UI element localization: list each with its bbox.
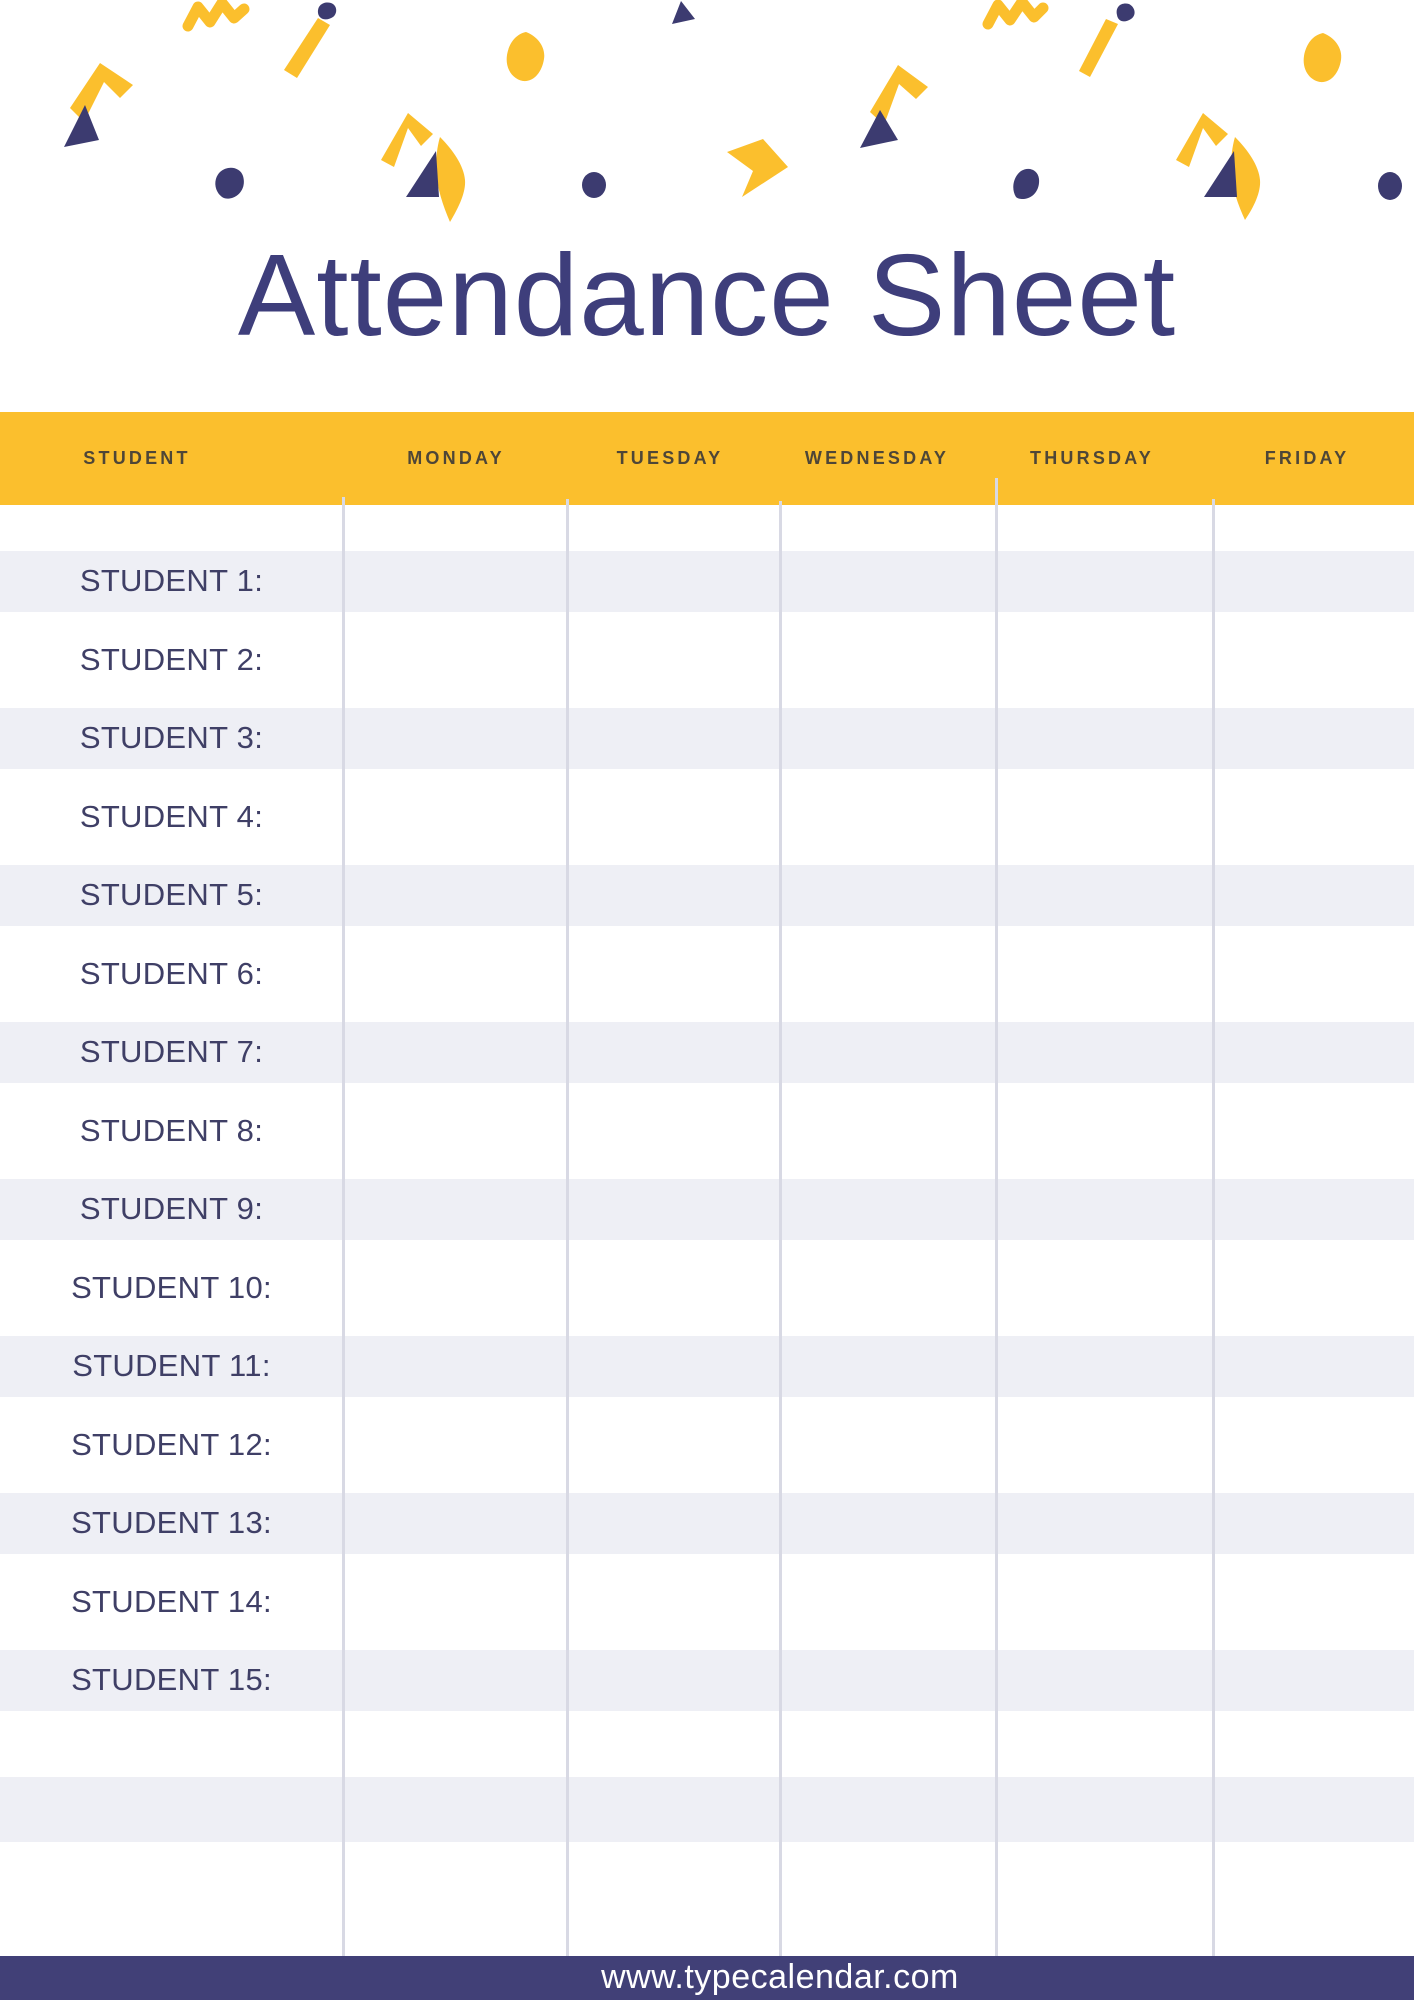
- confetti-slash-icon: [1079, 19, 1118, 77]
- student-name-label: STUDENT 3:: [79, 720, 264, 756]
- student-name-cell[interactable]: [0, 856, 343, 935]
- attendance-cell[interactable]: [1213, 935, 1414, 1014]
- attendance-cell[interactable]: [780, 1777, 996, 1842]
- confetti-banner: [0, 0, 1414, 240]
- attendance-cell[interactable]: [567, 1327, 780, 1406]
- student-name-label: STUDENT 8:: [79, 1112, 264, 1148]
- attendance-cell[interactable]: [780, 1013, 996, 1092]
- table-row: [0, 1092, 1414, 1171]
- attendance-cell[interactable]: [1213, 1170, 1414, 1249]
- attendance-cell[interactable]: [1213, 1327, 1414, 1406]
- confetti-teardrop-icon: [1117, 3, 1135, 21]
- attendance-cell[interactable]: [1213, 778, 1414, 857]
- attendance-cell[interactable]: [1213, 1641, 1414, 1720]
- attendance-cell[interactable]: [343, 1777, 567, 1842]
- attendance-cell[interactable]: [780, 699, 996, 778]
- student-name-cell[interactable]: [0, 1777, 343, 1842]
- attendance-cell[interactable]: [780, 935, 996, 1014]
- confetti-pencil-blade-icon: [436, 137, 465, 222]
- attendance-cell[interactable]: [1213, 1777, 1414, 1842]
- attendance-cell[interactable]: [343, 1092, 567, 1171]
- table-row: [0, 1170, 1414, 1249]
- attendance-cell[interactable]: [1213, 856, 1414, 935]
- table-header-row: [0, 412, 1414, 505]
- attendance-cell[interactable]: [996, 1170, 1213, 1249]
- column-header-friday: FRIDAY: [1264, 448, 1350, 468]
- attendance-cell[interactable]: [1213, 1092, 1414, 1171]
- confetti-diamond-icon: [1304, 33, 1342, 82]
- column-header-monday: MONDAY: [407, 448, 505, 468]
- confetti-pencil-triangle-icon: [1204, 151, 1237, 197]
- confetti-dot-icon: [1378, 172, 1402, 200]
- student-name-cell[interactable]: [0, 1641, 343, 1720]
- table-row: [0, 1406, 1414, 1485]
- student-name-cell[interactable]: [0, 621, 343, 700]
- attendance-cell[interactable]: [567, 1777, 780, 1842]
- student-name-cell[interactable]: [0, 1170, 343, 1249]
- attendance-cell[interactable]: [343, 1563, 567, 1642]
- attendance-cell[interactable]: [780, 1170, 996, 1249]
- column-divider: [342, 497, 345, 1956]
- attendance-cell[interactable]: [343, 935, 567, 1014]
- attendance-cell[interactable]: [567, 935, 780, 1014]
- column-header-tuesday: TUESDAY: [616, 448, 724, 468]
- attendance-cell[interactable]: [343, 1249, 567, 1328]
- attendance-cell[interactable]: [343, 856, 567, 935]
- attendance-cell[interactable]: [567, 621, 780, 700]
- attendance-cell[interactable]: [780, 1719, 996, 1777]
- table-row: [0, 1484, 1414, 1563]
- attendance-cell[interactable]: [1213, 542, 1414, 621]
- footer-url[interactable]: www.typecalendar.com: [601, 1958, 959, 1996]
- attendance-cell[interactable]: [1213, 1249, 1414, 1328]
- student-name-label: STUDENT 2:: [79, 641, 264, 677]
- confetti-pencil-triangle-icon: [406, 151, 439, 197]
- attendance-cell[interactable]: [996, 935, 1213, 1014]
- attendance-cell[interactable]: [780, 621, 996, 700]
- column-divider: [779, 501, 782, 1956]
- student-name-cell[interactable]: [0, 1249, 343, 1328]
- student-name-label: STUDENT 7:: [79, 1034, 264, 1070]
- confetti-dot-icon: [582, 172, 606, 198]
- student-name-cell[interactable]: [0, 778, 343, 857]
- attendance-cell[interactable]: [780, 1563, 996, 1642]
- table-row: [0, 1327, 1414, 1406]
- student-name-label: STUDENT 13:: [71, 1505, 272, 1541]
- table-row: [0, 621, 1414, 700]
- student-name-label: STUDENT 11:: [72, 1348, 271, 1384]
- attendance-cell[interactable]: [996, 1777, 1213, 1842]
- student-name-cell[interactable]: [0, 1327, 343, 1406]
- attendance-cell[interactable]: [996, 1484, 1213, 1563]
- student-name-label: STUDENT 6:: [79, 955, 264, 991]
- attendance-cell[interactable]: [996, 1641, 1213, 1720]
- attendance-cell[interactable]: [343, 621, 567, 700]
- attendance-cell[interactable]: [343, 699, 567, 778]
- student-name-label: STUDENT 14:: [71, 1583, 272, 1619]
- attendance-cell[interactable]: [780, 778, 996, 857]
- attendance-cell[interactable]: [567, 1013, 780, 1092]
- attendance-cell[interactable]: [996, 1842, 1213, 1955]
- attendance-cell[interactable]: [567, 778, 780, 857]
- confetti-arrow-right-icon: [727, 139, 788, 197]
- attendance-cell[interactable]: [1213, 1842, 1414, 1955]
- table-row: [0, 778, 1414, 857]
- confetti-zigzag-icon: [988, 2, 1043, 24]
- attendance-cell[interactable]: [567, 1406, 780, 1485]
- student-name-cell[interactable]: [0, 1719, 343, 1777]
- student-name-cell[interactable]: [0, 1842, 343, 1955]
- table-row: [0, 1013, 1414, 1092]
- student-name-cell[interactable]: [0, 1484, 343, 1563]
- attendance-cell[interactable]: [780, 1641, 996, 1720]
- confetti-teardrop-icon: [318, 2, 336, 19]
- attendance-cell[interactable]: [996, 1013, 1213, 1092]
- confetti-teardrop-icon: [215, 168, 244, 199]
- column-divider: [1212, 499, 1215, 1956]
- attendance-cell[interactable]: [567, 1842, 780, 1955]
- attendance-cell[interactable]: [343, 1327, 567, 1406]
- attendance-cell[interactable]: [567, 1170, 780, 1249]
- student-name-label: STUDENT 5:: [79, 877, 264, 913]
- attendance-cell[interactable]: [1213, 1406, 1414, 1485]
- confetti-diamond-icon: [507, 32, 545, 81]
- empty-row: [0, 1719, 1414, 1777]
- attendance-cell[interactable]: [780, 1406, 996, 1485]
- attendance-cell[interactable]: [996, 542, 1213, 621]
- attendance-cell[interactable]: [780, 1249, 996, 1328]
- attendance-cell[interactable]: [343, 1406, 567, 1485]
- attendance-cell[interactable]: [567, 856, 780, 935]
- column-divider: [566, 499, 569, 1956]
- attendance-cell[interactable]: [1213, 1484, 1414, 1563]
- attendance-cell[interactable]: [780, 1327, 996, 1406]
- attendance-cell[interactable]: [343, 1484, 567, 1563]
- attendance-cell[interactable]: [567, 1092, 780, 1171]
- confetti-triangle-icon: [860, 110, 898, 148]
- attendance-cell[interactable]: [780, 1092, 996, 1171]
- student-name-cell[interactable]: [0, 542, 343, 621]
- student-name-label: STUDENT 1:: [79, 563, 264, 599]
- footer-bar: [0, 1956, 1414, 2000]
- attendance-cell[interactable]: [567, 1249, 780, 1328]
- student-name-cell[interactable]: [0, 699, 343, 778]
- attendance-cell[interactable]: [343, 542, 567, 621]
- attendance-cell[interactable]: [780, 1842, 996, 1955]
- empty-row: [0, 1842, 1414, 1955]
- attendance-cell[interactable]: [780, 856, 996, 935]
- column-header-thursday: THURSDAY: [1030, 448, 1154, 468]
- attendance-cell[interactable]: [1213, 699, 1414, 778]
- empty-row: [0, 1777, 1414, 1842]
- attendance-cell[interactable]: [996, 856, 1213, 935]
- confetti-pencil-chevron-icon: [1176, 113, 1228, 167]
- table-row: [0, 1563, 1414, 1642]
- table-row: [0, 935, 1414, 1014]
- attendance-cell[interactable]: [996, 1327, 1213, 1406]
- table-row: [0, 1249, 1414, 1328]
- student-name-label: STUDENT 10:: [71, 1269, 272, 1305]
- student-name-label: STUDENT 4:: [79, 798, 264, 834]
- confetti-teardrop-icon: [1013, 169, 1039, 199]
- table-row: [0, 856, 1414, 935]
- attendance-cell[interactable]: [343, 1170, 567, 1249]
- confetti-slash-icon: [284, 18, 330, 78]
- attendance-cell[interactable]: [780, 542, 996, 621]
- table-row: [0, 542, 1414, 621]
- attendance-cell[interactable]: [343, 1842, 567, 1955]
- attendance-cell[interactable]: [343, 1719, 567, 1777]
- attendance-cell[interactable]: [996, 621, 1213, 700]
- column-header-student: STUDENT: [83, 448, 191, 468]
- attendance-cell[interactable]: [996, 1092, 1213, 1171]
- student-name-cell[interactable]: [0, 1013, 343, 1092]
- confetti-pencil-chevron-icon: [381, 113, 433, 167]
- student-name-cell[interactable]: [0, 1406, 343, 1485]
- attendance-cell[interactable]: [343, 1641, 567, 1720]
- student-name-cell[interactable]: [0, 935, 343, 1014]
- attendance-cell[interactable]: [996, 1406, 1213, 1485]
- attendance-cell[interactable]: [1213, 1563, 1414, 1642]
- attendance-cell[interactable]: [567, 699, 780, 778]
- attendance-cell[interactable]: [996, 1563, 1213, 1642]
- column-divider: [995, 478, 998, 1956]
- attendance-cell[interactable]: [996, 778, 1213, 857]
- attendance-cell[interactable]: [567, 1641, 780, 1720]
- attendance-cell[interactable]: [1213, 1013, 1414, 1092]
- confetti-triangle-icon: [672, 1, 695, 24]
- student-name-label: STUDENT 9:: [79, 1191, 264, 1227]
- attendance-cell[interactable]: [996, 699, 1213, 778]
- student-name-label: STUDENT 12:: [71, 1426, 272, 1462]
- table-row: [0, 699, 1414, 778]
- column-header-wednesday: WEDNESDAY: [804, 448, 950, 468]
- attendance-cell[interactable]: [343, 1013, 567, 1092]
- attendance-cell[interactable]: [996, 1249, 1213, 1328]
- attendance-cell[interactable]: [567, 1719, 780, 1777]
- page-title: Attendance Sheet: [237, 230, 1177, 360]
- attendance-cell[interactable]: [567, 1563, 780, 1642]
- student-name-cell[interactable]: [0, 1092, 343, 1171]
- attendance-cell[interactable]: [567, 542, 780, 621]
- student-name-label: STUDENT 15:: [71, 1662, 272, 1698]
- confetti-zigzag-icon: [188, 3, 244, 26]
- attendance-cell[interactable]: [996, 1719, 1213, 1777]
- confetti-chevron-icon: [70, 63, 133, 122]
- attendance-cell[interactable]: [780, 1484, 996, 1563]
- attendance-cell[interactable]: [1213, 1719, 1414, 1777]
- attendance-cell[interactable]: [1213, 621, 1414, 700]
- attendance-cell[interactable]: [567, 1484, 780, 1563]
- student-name-cell[interactable]: [0, 1563, 343, 1642]
- table-row: [0, 1641, 1414, 1720]
- attendance-cell[interactable]: [343, 778, 567, 857]
